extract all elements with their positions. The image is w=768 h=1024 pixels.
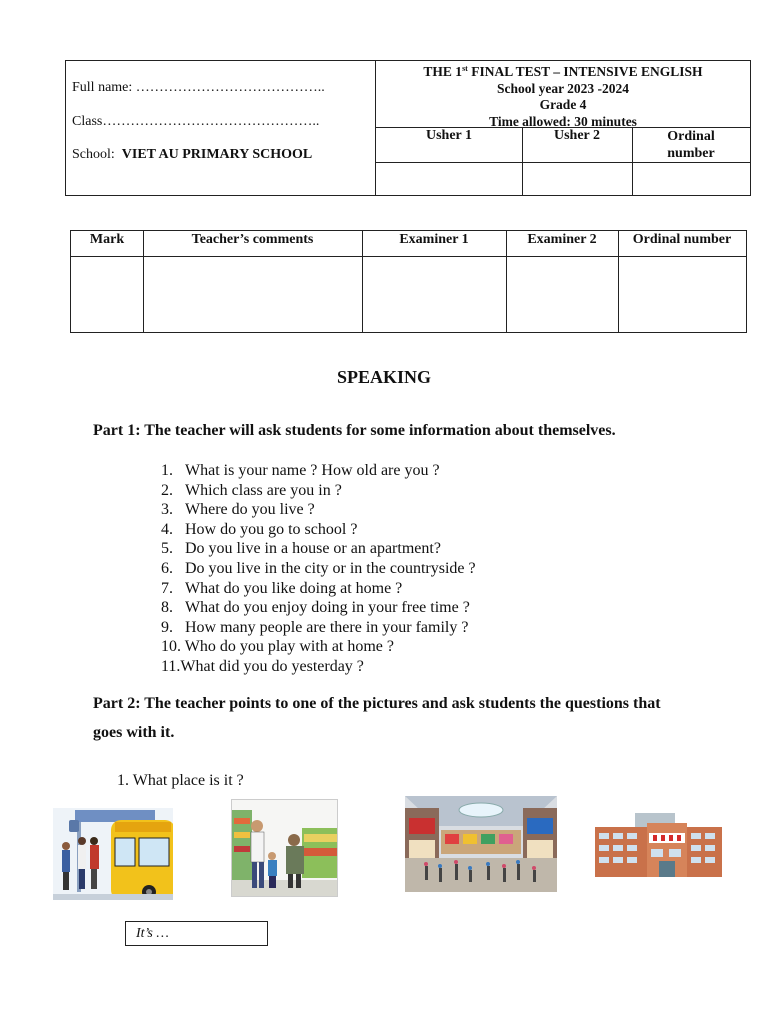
school-label: School: [72,147,115,162]
school-line [72,147,312,163]
grade: Grade 4 [539,97,587,112]
bus-stop-picture [53,808,173,900]
list-item: 8. What do you enjoy doing in your free time ? [161,599,470,617]
list-item: 1. What is your name ? How old are you ? [161,462,440,479]
list-item: 7. What do you like doing at home ? [161,579,403,597]
test-title-block [376,61,750,128]
list-item: 11.What did you do yesterday ? [161,657,364,675]
usher2-label: Usher 2 [553,128,601,143]
part2-question: 1. What place is it ? [117,772,244,789]
teacher-comments-header: Teacher’s comments [191,232,314,247]
list-item: 6. Do you live in the city or in the countryside ? [161,559,476,577]
list-item: 9. How many people are there in your family ? [161,618,469,636]
time-allowed: Time allowed: 30 minutes [489,113,637,129]
part1-question-list [161,461,476,677]
examiner2-header: Examiner 2 [527,232,597,247]
list-item: 10. Who do you play with at home ? [161,638,395,656]
answer-box[interactable]: It’s … [125,921,268,946]
full-name-label: Full name: ………………………………….. [72,80,325,95]
class-label: Class……………………………………….. [72,114,320,129]
mark-header: Mark [89,232,125,247]
list-item: 5. Do you live in a house or an apartment? [161,540,441,558]
ordinal-number-header: Ordinal number [632,232,732,247]
ordinal-number-label: Ordinal number [667,129,715,161]
school-name: VIET AU PRIMARY SCHOOL [121,147,313,162]
list-item: 2. Which class are you in ? [161,481,342,499]
usher-cells [376,128,750,195]
marks-table [70,230,747,333]
school-year: School year 2023 -2024 [496,80,630,96]
student-info-cell [66,61,376,195]
shopping-mall-picture [405,796,557,892]
usher1-label: Usher 1 [425,128,473,143]
list-item: 3. Where do you live ? [161,501,315,519]
examiner1-header: Examiner 1 [399,232,469,247]
list-item: 4. How do you go to school ? [161,520,358,538]
hospital-picture [593,811,724,881]
part2-heading-line2: goes with it. [93,724,175,741]
test-title: THE 1st FINAL TEST – INTENSIVE ENGLISH [423,64,703,79]
section-title: SPEAKING [336,367,432,387]
part2-heading-line1: Part 2: The teacher points to one of the pictures and ask students the questions that [93,695,661,712]
supermarket-picture [231,799,338,897]
test-info-cell [376,61,750,195]
header-table [65,60,751,196]
part1-heading: Part 1: The teacher will ask students for some information about themselves. [93,422,616,439]
